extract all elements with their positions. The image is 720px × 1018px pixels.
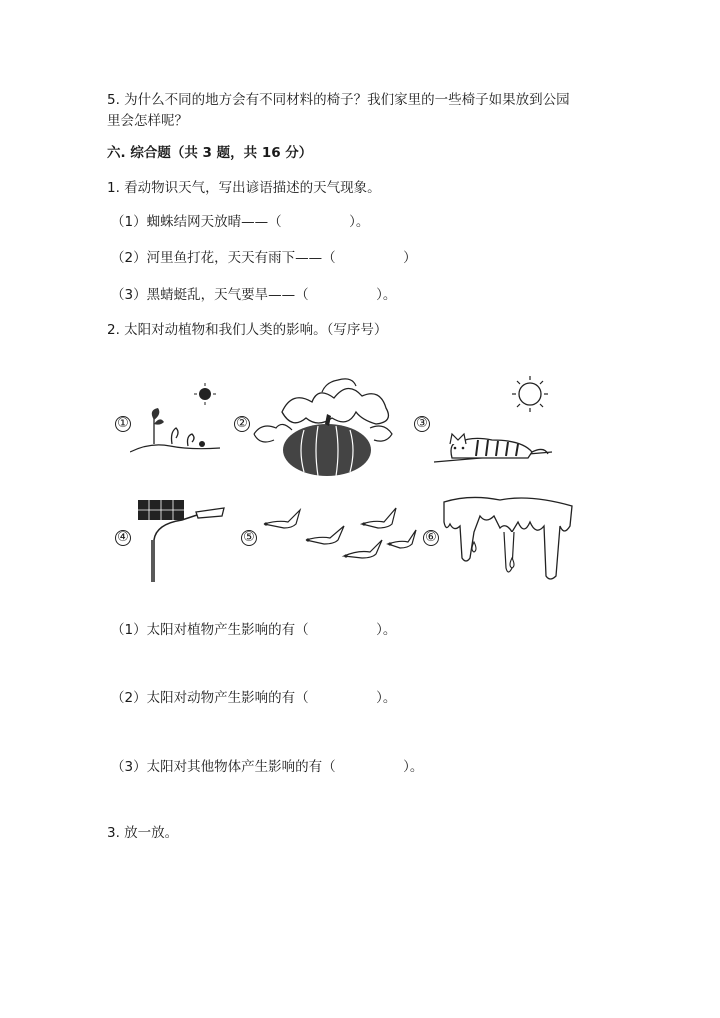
picture-6-label: ⑥ xyxy=(423,530,439,546)
picture-3-label: ③ xyxy=(414,416,430,432)
q5-line-2: 里会怎样呢？ xyxy=(107,113,188,129)
q2-item-3: （3）太阳对其他物体产生影响的有（ ）。 xyxy=(111,759,424,775)
cat-sun-icon xyxy=(432,372,562,472)
q2-prompt: 2. 太阳对动植物和我们人类的影响。（写序号） xyxy=(107,322,388,338)
picture-2-label: ② xyxy=(234,416,250,432)
seedlings-sun-icon xyxy=(130,380,230,460)
q1-item-1: （1）蜘蛛结网天放晴——（ ）。 xyxy=(111,214,370,230)
picture-1-label: ① xyxy=(115,416,131,432)
q5-line-1: 5. 为什么不同的地方会有不同材料的椅子？我们家里的一些椅子如果放到公园 xyxy=(107,92,570,108)
picture-5-label: ⑤ xyxy=(241,530,257,546)
q1-item-2: （2）河里鱼打花，天天有雨下——（ ） xyxy=(111,250,417,266)
solar-street-lamp-icon xyxy=(132,496,232,584)
q2-item-1: （1）太阳对植物产生影响的有（ ）。 xyxy=(111,622,397,638)
pumpkin-plant-icon xyxy=(252,372,402,480)
melting-icicles-icon xyxy=(440,492,580,584)
migrating-geese-icon xyxy=(258,500,418,570)
picture-4-label: ④ xyxy=(115,530,131,546)
q3-prompt: 3. 放一放。 xyxy=(107,825,179,841)
q2-item-2: （2）太阳对动物产生影响的有（ ）。 xyxy=(111,690,397,706)
q1-prompt: 1. 看动物识天气，写出谚语描述的天气现象。 xyxy=(107,180,381,196)
q1-item-3: （3）黑蜻蜓乱，天气要旱——（ ）。 xyxy=(111,287,397,303)
section-6-title: 六. 综合题（共 3 题，共 16 分） xyxy=(107,145,313,161)
